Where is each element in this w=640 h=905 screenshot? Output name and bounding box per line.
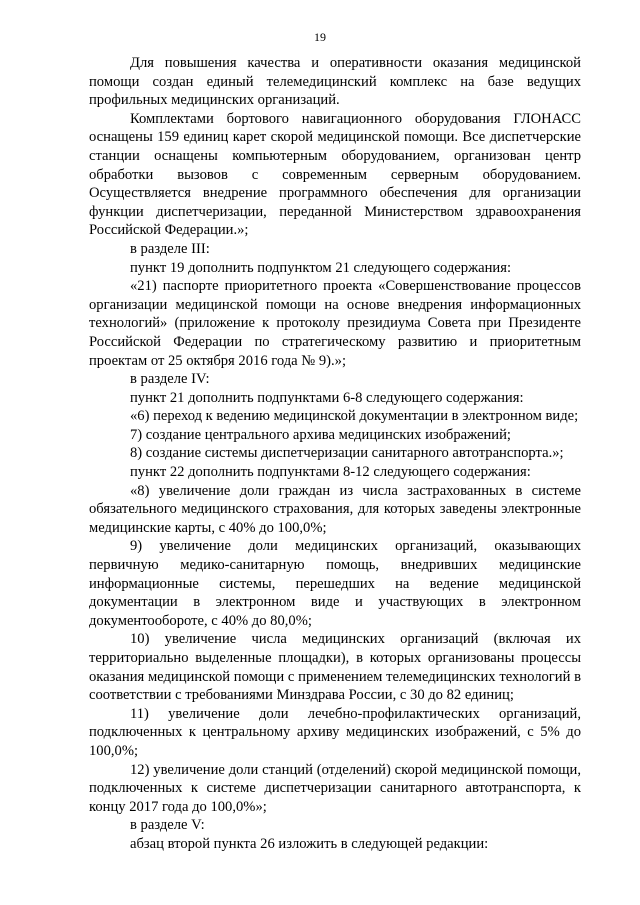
paragraph: пункт 19 дополнить подпунктом 21 следующего содержания:	[130, 259, 512, 276]
paragraph: Для повышения качества и оперативности оказания медицинской помощи создан единый телемедицинский комплекс на базе ведущих профильных медицинских организаций.	[89, 55, 581, 109]
paragraph: в разделе III:	[130, 240, 210, 257]
paragraph: Комплектами бортового навигационного оборудования ГЛОНАСС оснащены 159 единиц карет скорой медицинской помощи. Все диспетчерские станции оснащены компьютерным оборудованием, организован центр обработки вызовов с современным серверным оборудованием. Осуществляется внедрение программного обеспечения для организации функции диспетчеризации, переданной Министерством здравоохранения Российской Федерации.»;	[89, 110, 581, 239]
document-body	[89, 54, 581, 854]
paragraph: «6) переход к ведению медицинской документации в электронном виде;	[130, 408, 579, 425]
paragraph: пункт 21 дополнить подпунктами 6-8 следующего содержания:	[130, 389, 524, 406]
paragraph: 9) увеличение доли медицинских организаций, оказывающих первичную медико-санитарную помощь, внедривших медицинские информационные системы, перешедших на ведение медицинской документации в электронном виде и участвующих в электронном документообороте, с 40% до 80,0%;	[89, 538, 581, 629]
paragraph: «8) увеличение доли граждан из числа застрахованных в системе обязательного медицинского страхования, для которых заведены электронные медицинские карты, с 40% до 100,0%;	[89, 482, 581, 536]
page-number: 19	[314, 30, 326, 44]
paragraph: в разделе IV:	[130, 371, 210, 388]
paragraph: 12) увеличение доли станций (отделений) скорой медицинской помощи, подключенных к системе диспетчеризации санитарного автотранспорта, к концу 2017 года до 100,0%»;	[89, 761, 581, 815]
paragraph: пункт 22 дополнить подпунктами 8-12 следующего содержания:	[130, 464, 531, 481]
paragraph: «21) паспорте приоритетного проекта «Совершенствование процессов организации медицинской помощи на основе внедрения информационных технологий» (приложение к протоколу президиума Совета при Президенте Российской Федерации по стратегическому развитию и приоритетным проектам от 25 октября 2016 года № 9).»;	[89, 278, 581, 369]
paragraph: в разделе V:	[130, 817, 205, 834]
paragraph: 7) создание центрального архива медицинских изображений;	[130, 426, 511, 443]
paragraph: 10) увеличение числа медицинских организаций (включая их территориально выделенные площадки), в которых организованы процессы оказания медицинской помощи с применением телемедицинских технологий в соответствии с требованиями Минздрава России, с 30 до 82 единиц;	[89, 631, 581, 704]
paragraph: 8) создание системы диспетчеризации санитарного автотранспорта.»;	[130, 445, 564, 462]
paragraph: абзац второй пункта 26 изложить в следующей редакции:	[130, 835, 489, 852]
paragraph: 11) увеличение доли лечебно-профилактических организаций, подключенных к центральному архиву медицинских изображений, с 5% до 100,0%;	[89, 705, 581, 759]
